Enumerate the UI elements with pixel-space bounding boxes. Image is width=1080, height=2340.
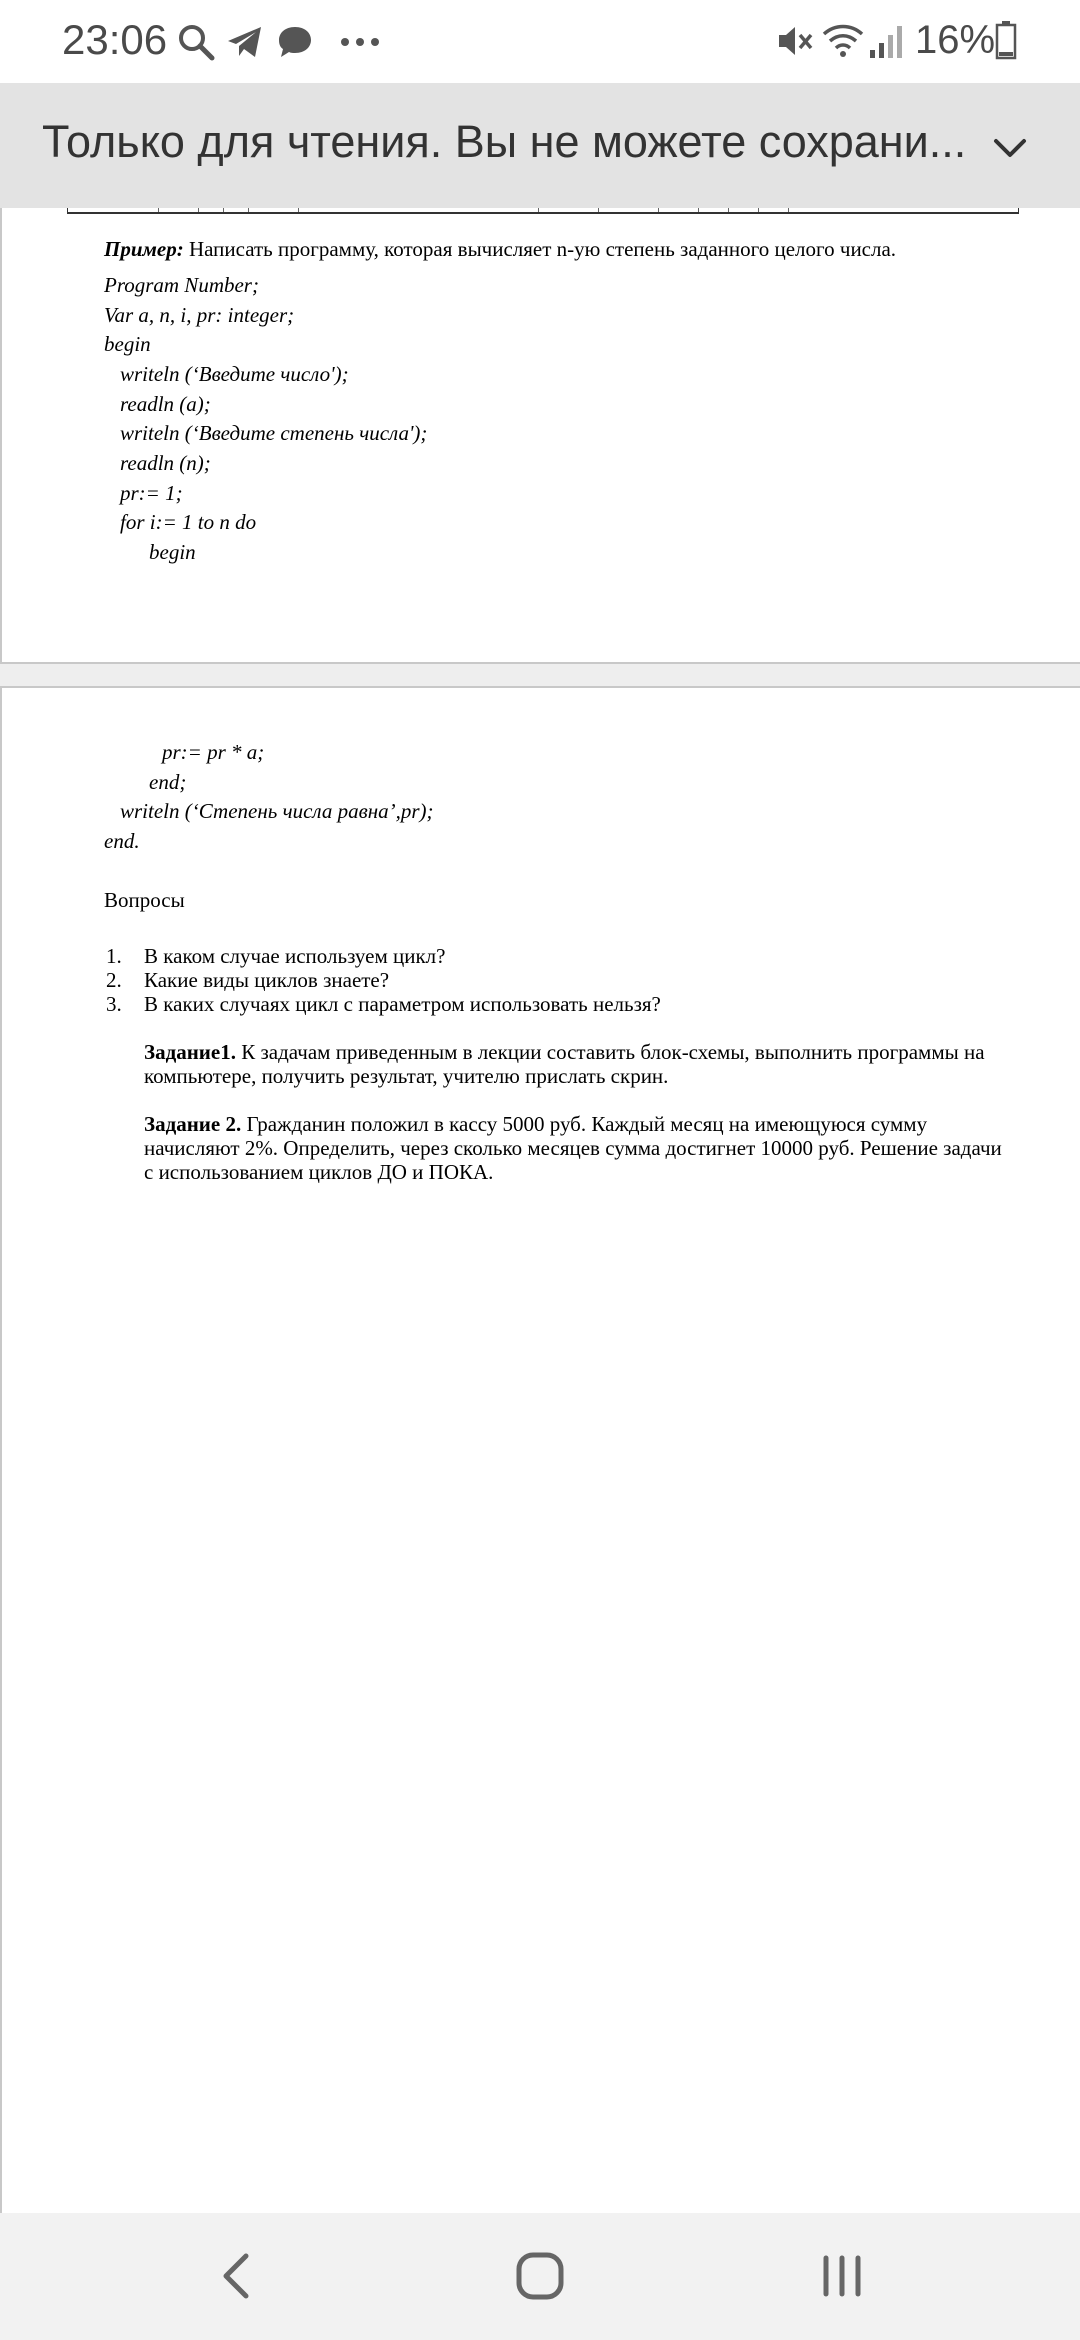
code-line: pr:= pr * a; <box>162 740 265 764</box>
question-number: 2. <box>106 968 122 992</box>
code-line: for i:= 1 to n do <box>120 510 257 534</box>
questions-heading: Вопросы <box>104 888 185 912</box>
document-page-2 <box>0 686 1080 2213</box>
chat-icon <box>276 24 314 60</box>
code-line: writeln (‘Введите число'); <box>120 362 349 386</box>
code-line: begin <box>104 332 151 356</box>
table-bottom-edge <box>67 208 1019 214</box>
status-bar <box>0 0 1080 83</box>
read-only-banner-title: Только для чтения. Вы не можете сохрани... <box>42 116 967 167</box>
home-icon[interactable] <box>510 2246 570 2306</box>
example-text: Написать программу, которая вычисляет n-ую степень заданного целого числа. <box>183 237 897 261</box>
telegram-icon <box>226 24 264 60</box>
question-text: В каких случаях цикл с параметром использовать нельзя? <box>144 992 661 1016</box>
code-line: begin <box>149 540 196 564</box>
signal-icon <box>868 22 904 60</box>
status-time: 23:06 <box>62 16 168 63</box>
question-item <box>106 944 446 968</box>
question-text: В каком случае используем цикл? <box>144 944 446 968</box>
code-line: readln (a); <box>120 392 211 416</box>
example-line <box>104 235 896 265</box>
code-line: end; <box>149 770 187 794</box>
question-text: Какие виды циклов знаете? <box>144 968 390 992</box>
question-number: 1. <box>106 944 122 968</box>
wifi-icon <box>822 22 864 58</box>
document-viewer[interactable] <box>0 208 1080 2213</box>
battery-icon <box>995 20 1017 60</box>
code-line: readln (n); <box>120 451 211 475</box>
more-icon <box>340 36 380 48</box>
mute-icon <box>776 22 814 60</box>
battery-percent: 16% <box>915 18 996 62</box>
recents-icon[interactable] <box>812 2246 872 2306</box>
code-line: Program Number; <box>104 273 259 297</box>
code-line: writeln (‘Степень числа равна’,pr); <box>120 799 434 823</box>
question-number: 3. <box>106 992 122 1016</box>
navigation-bar <box>0 2213 1080 2340</box>
question-item <box>106 968 389 992</box>
code-line: pr:= 1; <box>120 481 183 505</box>
search-icon <box>176 22 216 62</box>
document-page-1 <box>0 208 1080 664</box>
task-2-text: Гражданин положил в кассу 5000 руб. Каждый месяц на имеющуюся сумму начисляют 2%. Определить, через сколько месяцев сумма достигнет 10000 руб. Решение задачи с использованием циклов ДО и ПОКА. <box>144 1112 1002 1184</box>
code-line: Var a, n, i, pr: integer; <box>104 303 295 327</box>
code-line: end. <box>104 829 140 853</box>
question-item <box>106 992 661 1016</box>
task-2 <box>144 1112 1004 1184</box>
task-1-text: К задачам приведенным в лекции составить блок-схемы, выполнить программы на компьютере, получить результат, учителю прислать скрин. <box>144 1040 985 1088</box>
chevron-down-icon[interactable] <box>990 128 1030 168</box>
example-label: Пример: <box>104 237 184 261</box>
task-1-label: Задание1. <box>144 1040 236 1064</box>
code-line: writeln (‘Введите степень числа'); <box>120 421 428 445</box>
task-1 <box>144 1040 1004 1088</box>
task-2-label: Задание 2. <box>144 1112 242 1136</box>
back-icon[interactable] <box>208 2246 268 2306</box>
read-only-banner[interactable] <box>0 83 1080 208</box>
